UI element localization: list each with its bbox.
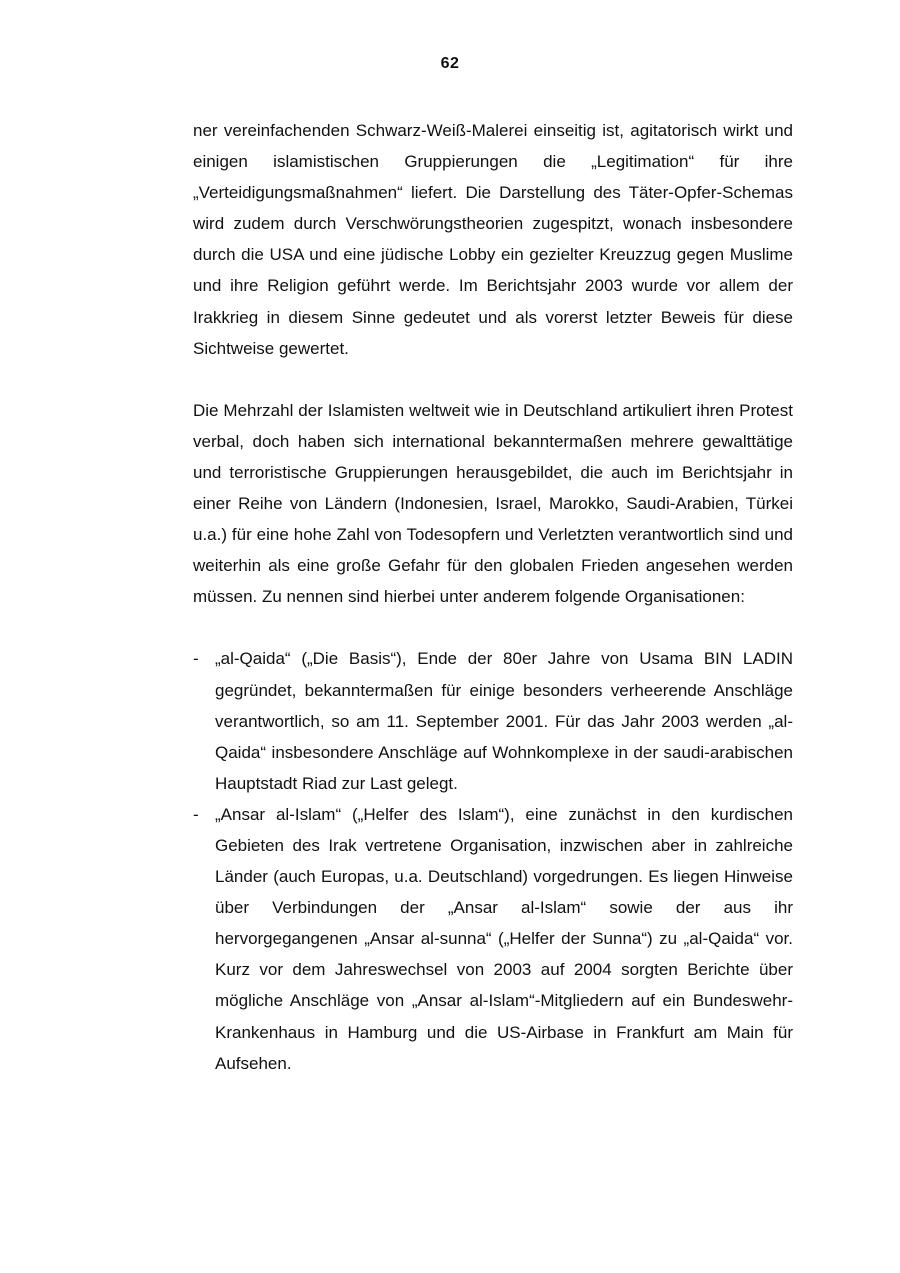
list-item-ansar-al-islam xyxy=(193,799,793,1079)
paragraph-islamists: Die Mehrzahl der Islamisten weltweit wie in Deutschland artikuliert ihren Protest verbal, doch haben sich international bekanntermaßen mehrere gewalttätige und terroristische Gruppierungen herausgebildet, die auch im Berichtsjahr in einer Reihe von Ländern (Indonesien, Israel, Marokko, Saudi-Arabien, Türkei u.a.) für eine hohe Zahl von Todesopfern und Verletzten verantwortlich sind und weiterhin als eine große Gefahr für den globalen Frieden angesehen werden müssen. Zu nennen sind hierbei unter anderem folgende Organisationen: xyxy=(193,400,793,607)
organisation-list xyxy=(193,643,793,1078)
list-item-text: „al-Qaida“ („Die Basis“), Ende der 80er Jahre von Usama BIN LADIN gegründet, bekanntermaßen für einige besonders verheerende Anschläge verantwortlich, so am 11. September 2001. Für das Jahr 2003 werden „al-Qaida“ insbesondere Anschläge auf Wohnkomplexe in der saudi-arabischen Hauptstadt Riad zur Last gelegt. xyxy=(215,649,793,793)
page-number: 62 xyxy=(440,55,460,72)
list-item-text: „Ansar al-Islam“ („Helfer des Islam“), eine zunächst in den kurdischen Gebieten des Irak vertretene Organisation, inzwischen aber in zahlreiche Länder (auch Europas, u.a. Deutschland) vorgedrungen. Es liegen Hinweise über Verbindungen der „Ansar al-Islam“ sowie der aus ihr hervorgegangenen „Ansar al-sunna“ („Helfer der Sunna“) zu „al-Qaida“ vor. Kurz vor dem Jahreswechsel von 2003 auf 2004 sorgten Berichte über mögliche Anschläge von „Ansar al-Islam“-Mitgliedern auf ein Bundeswehr-Krankenhaus in Hamburg und die US-Airbase in Frankfurt am Main für Aufsehen. xyxy=(215,804,793,1073)
list-bullet: - xyxy=(193,804,199,824)
page-body xyxy=(193,115,793,1079)
list-bullet: - xyxy=(193,649,199,669)
list-item-al-qaida xyxy=(193,643,793,798)
paragraph-intro: ner vereinfachenden Schwarz-Weiß-Malerei einseitig ist, agitatorisch wirkt und einigen islamistischen Gruppierungen die „Legitimation“ für ihre „Verteidigungsmaßnahmen“ liefert. Die Darstellung des Täter-Opfer-Schemas wird zudem durch Verschwörungstheorien zugespitzt, wonach insbesondere durch die USA und eine jüdische Lobby ein gezielter Kreuzzug gegen Muslime und ihre Religion geführt werde. Im Berichtsjahr 2003 wurde vor allem der Irakkrieg in diesem Sinne gedeutet und als vorerst letzter Beweis für diese Sichtweise gewertet. xyxy=(193,121,793,358)
